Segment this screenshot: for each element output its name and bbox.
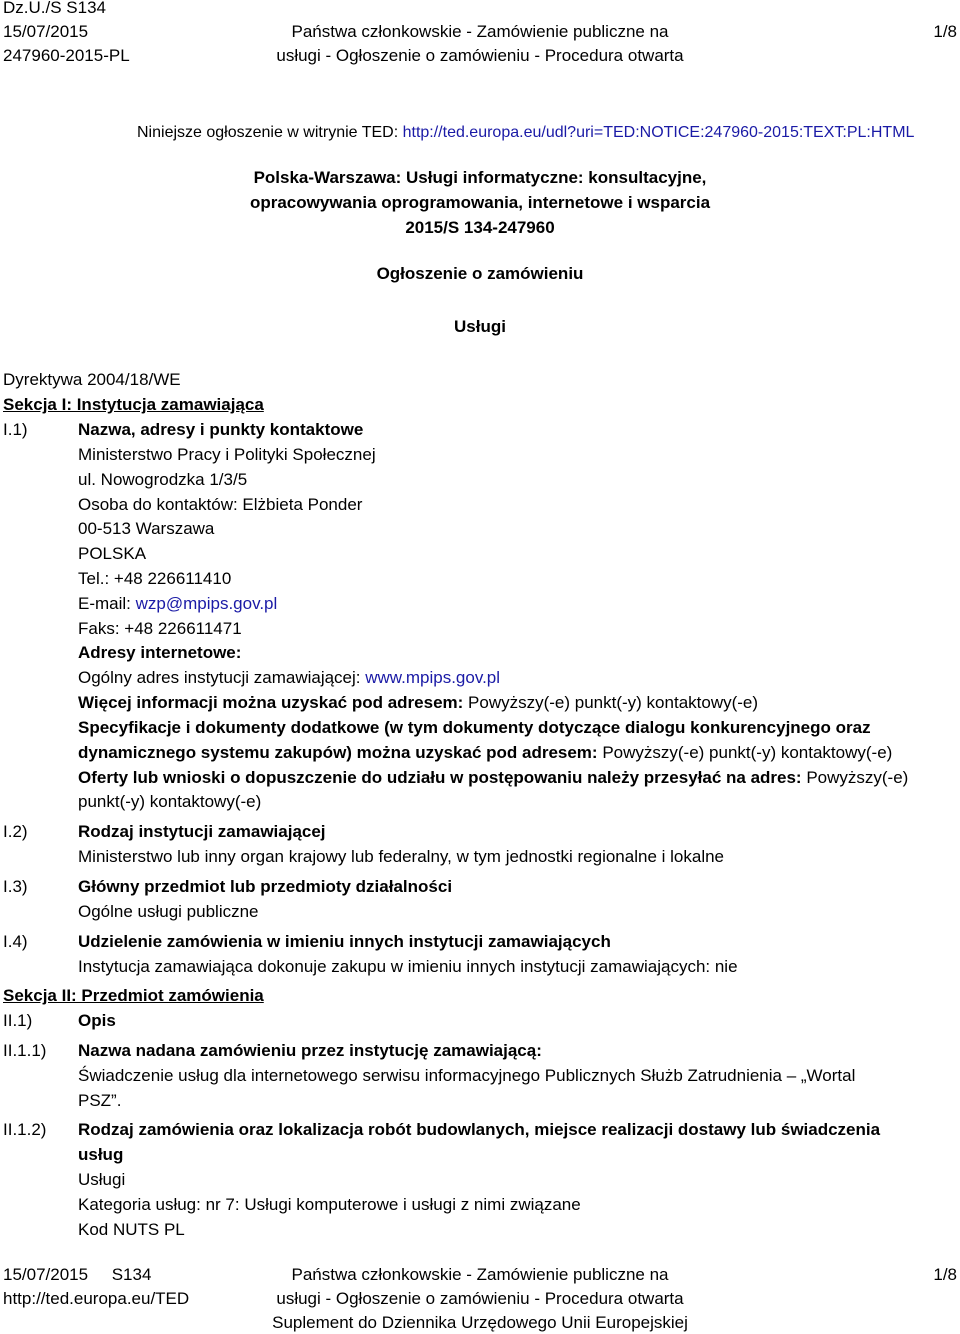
ii1-number: II.1) xyxy=(3,1011,33,1030)
ii11-title: Nazwa nadana zamówieniu przez instytucję zamawiającą: xyxy=(78,1041,542,1060)
header-notice-id: 247960-2015-PL xyxy=(3,46,130,65)
section1-heading: Sekcja I: Instytucja zamawiająca xyxy=(3,395,264,414)
org-street: ul. Nowogrodzka 1/3/5 xyxy=(78,470,248,489)
notice-type: Ogłoszenie o zamówieniu xyxy=(376,264,584,283)
title-line2: opracowywania oprogramowania, internetowe i wsparcia xyxy=(249,193,711,212)
i4-number: I.4) xyxy=(3,932,28,951)
notice-link[interactable]: http://ted.europa.eu/udl?uri=TED:NOTICE:247960-2015:TEXT:PL:HTML xyxy=(402,124,915,141)
notice-link-line xyxy=(137,123,914,143)
section2-heading: Sekcja II: Przedmiot zamówienia xyxy=(3,986,264,1005)
footer-date-issue: 15/07/2015 S134 xyxy=(3,1265,152,1284)
org-email-line xyxy=(78,594,277,614)
more-info-label: Więcej informacji można uzyskać pod adresem: xyxy=(78,693,469,712)
org-city: 00-513 Warszawa xyxy=(78,519,215,538)
i3-number: I.3) xyxy=(3,877,28,896)
spec-label-line1: Specyfikacje i dokumenty dodatkowe (w tym dokumenty dotyczące dialogu konkurencyjnego oraz xyxy=(78,718,871,737)
spec-label-line2: dynamicznego systemu zakupów) można uzyskać pod adresem: xyxy=(78,743,603,762)
footer-page-number: 1/8 xyxy=(933,1265,957,1284)
ii12-title-line2: usług xyxy=(78,1145,124,1164)
title-reference: 2015/S 134-247960 xyxy=(405,218,555,237)
org-phone: Tel.: +48 226611410 xyxy=(78,569,232,588)
more-info-line xyxy=(78,693,758,713)
header-journal-ref: Dz.U./S S134 xyxy=(3,0,106,17)
footer-title-line1: Państwa członkowskie - Zamówienie publiczne na xyxy=(291,1265,669,1284)
i3-title: Główny przedmiot lub przedmioty działalności xyxy=(78,877,453,896)
email-label: E-mail: xyxy=(78,594,136,613)
header-title-line1: Państwa członkowskie - Zamówienie publiczne na xyxy=(291,22,669,41)
i2-number: I.2) xyxy=(3,822,28,841)
ii11-value-line1: Świadczenie usług dla internetowego serwisu informacyjnego Publicznych Służb Zatrudnienia – „Wortal xyxy=(78,1066,856,1085)
footer-ted-url[interactable]: http://ted.europa.eu/TED xyxy=(3,1289,190,1308)
spec-line2 xyxy=(78,743,892,763)
header-date: 15/07/2015 xyxy=(3,22,89,41)
internet-addresses-label: Adresy internetowe: xyxy=(78,643,242,662)
i1-title: Nazwa, adresy i punkty kontaktowe xyxy=(78,420,364,439)
ii12-nuts: Kod NUTS PL xyxy=(78,1220,185,1239)
offers-value-part1: Powyższy(-e) xyxy=(806,768,909,787)
ii12-type: Usługi xyxy=(78,1170,126,1189)
i3-value: Ogólne usługi publiczne xyxy=(78,902,259,921)
offers-label: Oferty lub wnioski o dopuszczenie do udziału w postępowaniu należy przesyłać na adres: xyxy=(78,768,807,787)
footer-supplement: Suplement do Dziennika Urzędowego Unii Europejskiej xyxy=(272,1313,688,1332)
notice-category: Usługi xyxy=(454,317,506,336)
spec-value: Powyższy(-e) punkt(-y) kontaktowy(-e) xyxy=(602,743,893,762)
i2-title: Rodzaj instytucji zamawiającej xyxy=(78,822,326,841)
footer-title-line2: usługi - Ogłoszenie o zamówieniu - Procedura otwarta xyxy=(276,1289,684,1308)
i2-value: Ministerstwo lub inny organ krajowy lub federalny, w tym jednostki regionalne i lokalne xyxy=(78,847,724,866)
ii12-title-line1: Rodzaj zamówienia oraz lokalizacja robót budowlanych, miejsce realizacji dostawy lub świadczenia xyxy=(78,1120,881,1139)
i1-number: I.1) xyxy=(3,420,28,439)
directive: Dyrektywa 2004/18/WE xyxy=(3,370,181,389)
offers-value-part2: punkt(-y) kontaktowy(-e) xyxy=(78,792,262,811)
i4-title: Udzielenie zamówienia w imieniu innych instytucji zamawiających xyxy=(78,932,611,951)
general-address-label: Ogólny adres instytucji zamawiającej: xyxy=(78,668,366,687)
header-title-line2: usługi - Ogłoszenie o zamówieniu - Procedura otwarta xyxy=(276,46,684,65)
offers-line1 xyxy=(78,768,908,788)
general-address-line xyxy=(78,668,500,688)
title-line1: Polska-Warszawa: Usługi informatyczne: konsultacyjne, xyxy=(253,168,707,187)
ii11-number: II.1.1) xyxy=(3,1041,47,1060)
i4-value: Instytucja zamawiająca dokonuje zakupu w imieniu innych instytucji zamawiających: nie xyxy=(78,957,738,976)
ii12-number: II.1.2) xyxy=(3,1120,47,1139)
ii12-category: Kategoria usług: nr 7: Usługi komputerowe i usługi z nimi związane xyxy=(78,1195,581,1214)
org-country: POLSKA xyxy=(78,544,147,563)
header-page-number: 1/8 xyxy=(933,22,957,41)
more-info-value: Powyższy(-e) punkt(-y) kontaktowy(-e) xyxy=(468,693,759,712)
general-address-link[interactable]: www.mpips.gov.pl xyxy=(365,668,501,687)
email-link[interactable]: wzp@mpips.gov.pl xyxy=(135,594,278,613)
notice-link-prefix: Niniejsze ogłoszenie w witrynie TED: xyxy=(137,124,403,141)
org-contact-person: Osoba do kontaktów: Elżbieta Ponder xyxy=(78,495,363,514)
org-fax: Faks: +48 226611471 xyxy=(78,619,242,638)
ii1-title: Opis xyxy=(78,1011,116,1030)
ii11-value-line2: PSZ”. xyxy=(78,1091,122,1110)
org-name: Ministerstwo Pracy i Polityki Społecznej xyxy=(78,445,376,464)
